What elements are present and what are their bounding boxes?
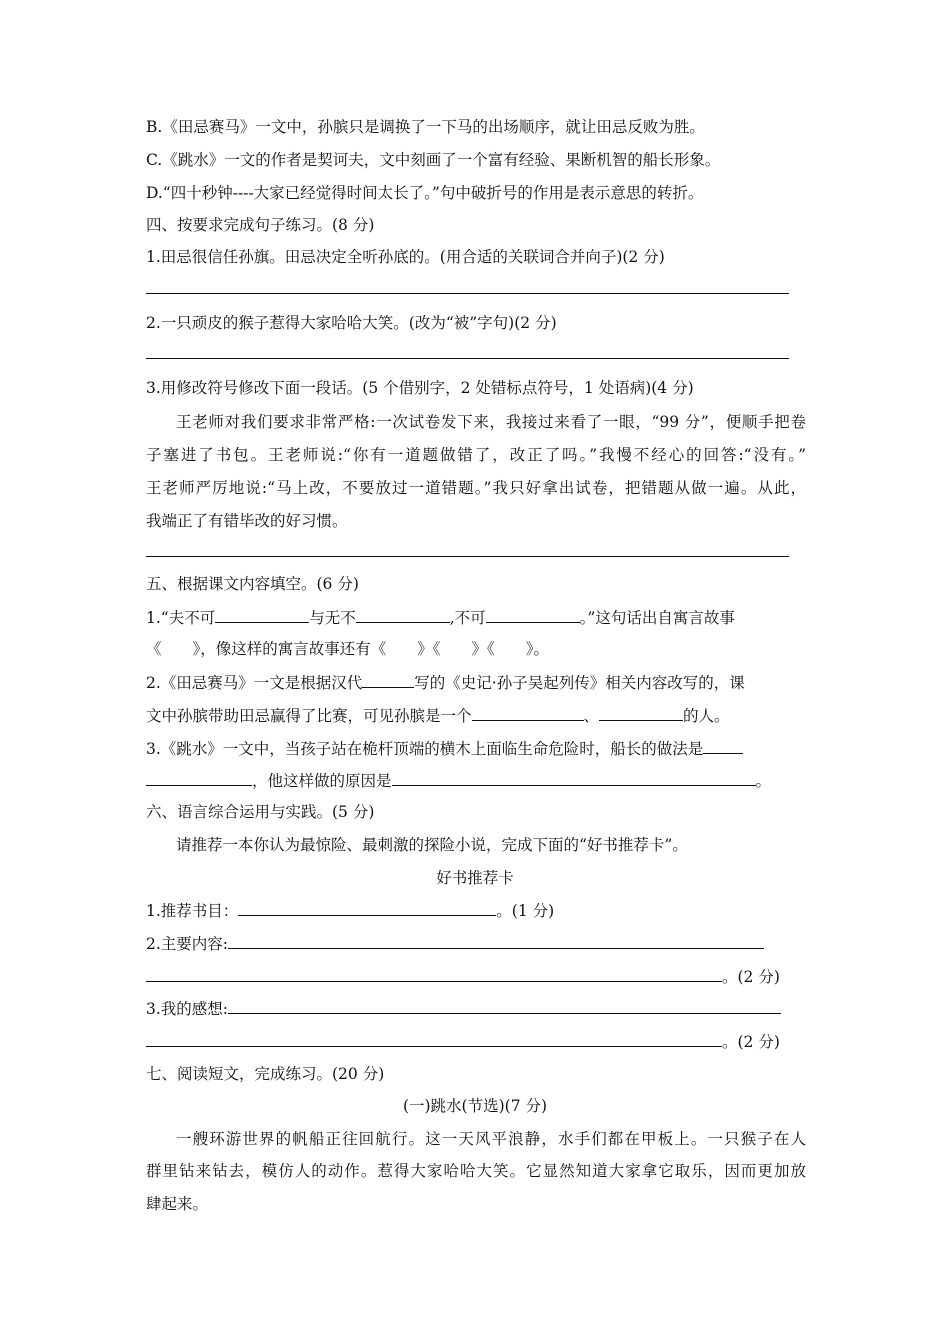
sec5-question-2 bbox=[146, 672, 745, 693]
answer-line[interactable] bbox=[146, 293, 789, 294]
blank[interactable] bbox=[703, 738, 743, 754]
item2-score: 。(2 分) bbox=[722, 968, 780, 986]
blank[interactable] bbox=[392, 770, 756, 786]
q3-text-b: ，他这样做的原因是 bbox=[252, 772, 392, 790]
paragraph-line: 我端正了有错毕改的好习惯。 bbox=[146, 512, 348, 530]
card-item-3-cont bbox=[146, 1031, 780, 1052]
sec5-question-1-cont: 《 》，像这样的寓言故事还有《 》《 》《 》。 bbox=[146, 640, 550, 658]
passage-line: 群里钻来钻去，模仿人的动作。惹得大家哈哈大笑。它显然知道大家拿它取乐，因而更加放 bbox=[146, 1162, 806, 1180]
q2-text-a: 2.《田忌赛马》一文是根据汉代 bbox=[146, 674, 363, 692]
feeling-blank[interactable] bbox=[228, 998, 781, 1014]
option-c: C.《跳水》一文的作者是契诃夫，文中刻画了一个富有经验、果断机智的船长形象。 bbox=[146, 151, 721, 169]
answer-line[interactable] bbox=[146, 556, 789, 557]
card-title: 好书推荐卡 bbox=[436, 869, 514, 887]
card-item-2 bbox=[146, 933, 764, 954]
blank[interactable] bbox=[356, 607, 450, 623]
q1-text-b: 与无不 bbox=[309, 609, 356, 627]
blank[interactable] bbox=[215, 607, 309, 623]
item3-label: 3.我的感想: bbox=[146, 1000, 229, 1018]
passage-line: 一艘环游世界的帆船正往回航行。这一天风平浪静，水手们都在甲板上。一只猴子在人 bbox=[176, 1130, 806, 1148]
paragraph-line: 王老师对我们要求非常严格:一次试卷发下来，我接过来看了一眼，“99 分”，便顺手把卷 bbox=[176, 413, 806, 431]
sec5-question-3-cont bbox=[146, 770, 771, 791]
item1-score: 。(1 分) bbox=[496, 902, 555, 920]
section-4-title: 四、按要求完成句子练习。(8 分) bbox=[146, 216, 375, 234]
blank[interactable] bbox=[486, 607, 580, 623]
item1-label: 1.推荐书目： bbox=[146, 902, 239, 920]
sec6-intro: 请推荐一本你认为最惊险、最刺激的探险小说，完成下面的“好书推荐卡”。 bbox=[176, 836, 688, 854]
paragraph-line: 王老师严厉地说:“马上改，不要放过一道错题。”我只好拿出试卷，把错题从做一遍。从此， bbox=[146, 479, 806, 497]
q2-text-d: 、 bbox=[583, 707, 600, 725]
q1-text-a: 1.“夫不可 bbox=[146, 609, 216, 627]
book-title-blank[interactable] bbox=[238, 900, 496, 916]
passage-title: (一)跳水(节选)(7 分) bbox=[402, 1097, 548, 1115]
content-blank[interactable] bbox=[146, 966, 722, 982]
q2-text-b: 写的《史记·孙子吴起列传》相关内容改写的，课 bbox=[414, 674, 745, 692]
option-d: D.“四十秒钟----大家已经觉得时间太长了。”句中破折号的作用是表示意思的转折。 bbox=[146, 184, 704, 202]
content-blank[interactable] bbox=[228, 933, 764, 949]
section-7-title: 七、阅读短文，完成练习。(20 分) bbox=[146, 1065, 385, 1083]
passage-line: 肆起来。 bbox=[146, 1195, 209, 1213]
item3-score: 。(2 分) bbox=[722, 1033, 780, 1051]
q2-text-c: 文中孙膑带助田忌赢得了比赛，可见孙膑是一个 bbox=[146, 707, 472, 725]
sec4-question-2: 2.一只顽皮的猴子惹得大家哈哈大笑。(改为“被”字句)(2 分) bbox=[146, 314, 557, 332]
item2-label: 2.主要内容: bbox=[146, 935, 229, 953]
q2-text-e: 的人。 bbox=[683, 707, 730, 725]
blank[interactable] bbox=[599, 705, 683, 721]
blank[interactable] bbox=[146, 770, 252, 786]
sec4-question-1: 1.田忌很信任孙旗。田忌决定全听孙底的。(用合适的关联词合并向子)(2 分) bbox=[146, 248, 665, 266]
card-item-3 bbox=[146, 998, 781, 1019]
blank[interactable] bbox=[362, 672, 414, 688]
sec4-question-3: 3.用修改符号修改下面一段话。(5 个借别字，2 处错标点符号，1 处语病)(4 分) bbox=[146, 379, 694, 397]
q3-text-a: 3.《跳水》一文中，当孩子站在桅杆顶端的横木上面临生命危险时，船长的做法是 bbox=[146, 740, 704, 758]
card-item-1 bbox=[146, 900, 554, 921]
sec5-question-1 bbox=[146, 607, 735, 628]
blank[interactable] bbox=[472, 705, 584, 721]
section-5-title: 五、根据课文内容填空。(6 分) bbox=[146, 575, 359, 593]
section-6-title: 六、语言综合运用与实践。(5 分) bbox=[146, 803, 375, 821]
sec5-question-2-cont bbox=[146, 705, 730, 726]
q1-text-d: 。”这句话出自寓言故事 bbox=[579, 609, 735, 627]
q3-text-c: 。 bbox=[755, 772, 772, 790]
q1-text-c: ,不可 bbox=[449, 609, 486, 627]
sec5-question-3 bbox=[146, 738, 743, 759]
paragraph-line: 子塞进了书包。王老师说:“你有一道题做错了，改正了吗。”我慢不经心的回答:“没有。” bbox=[146, 446, 806, 464]
option-b: B.《田忌赛马》一文中，孙膑只是调换了一下马的出场顺序，就让田忌反败为胜。 bbox=[146, 118, 705, 136]
answer-line[interactable] bbox=[146, 358, 789, 359]
card-item-2-cont bbox=[146, 966, 780, 987]
feeling-blank[interactable] bbox=[146, 1031, 722, 1047]
